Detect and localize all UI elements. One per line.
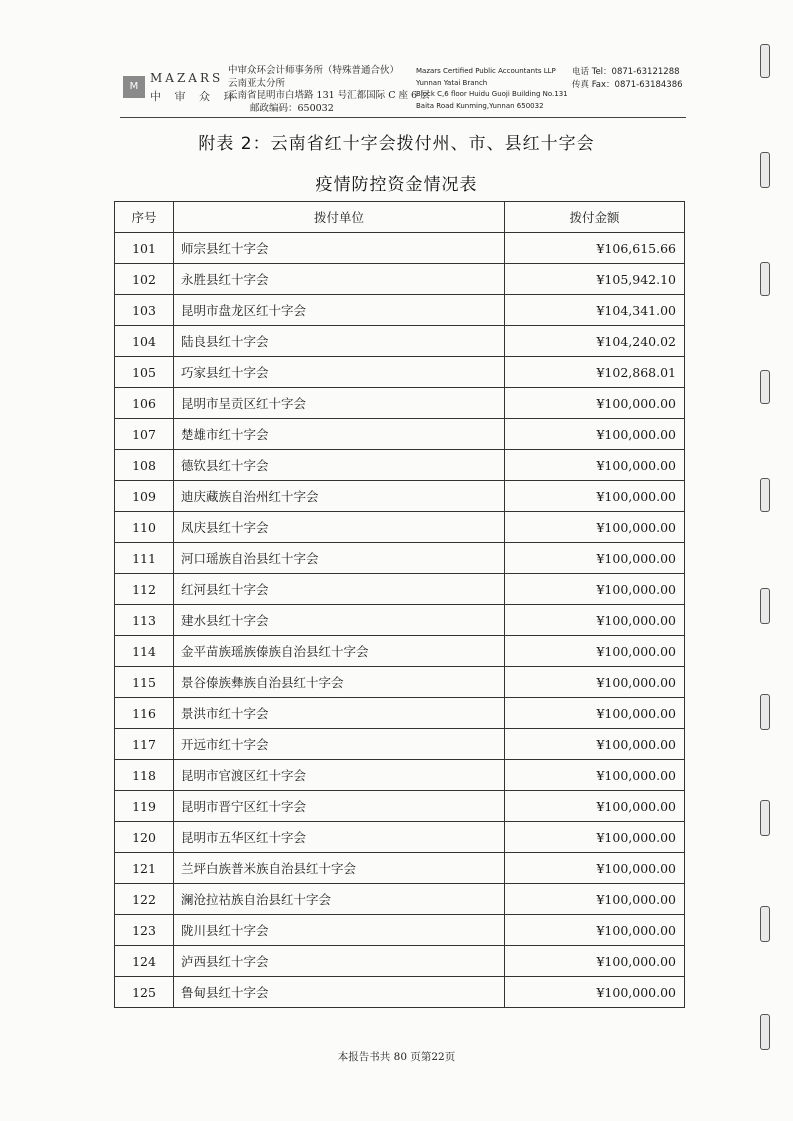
table-row [115, 450, 685, 481]
row-amount: ¥100,000.00 [505, 419, 685, 450]
table-row [115, 605, 685, 636]
row-seq: 110 [115, 512, 174, 543]
row-seq: 109 [115, 481, 174, 512]
row-unit-name: 金平苗族瑶族傣族自治县红十字会 [174, 636, 505, 667]
row-amount: ¥100,000.00 [505, 760, 685, 791]
row-amount: ¥105,942.10 [505, 264, 685, 295]
header-amount: 拨付金额 [505, 202, 685, 233]
row-unit-name: 泸西县红十字会 [174, 946, 505, 977]
row-seq: 102 [115, 264, 174, 295]
mazars-logo-icon: M [123, 76, 145, 98]
row-amount: ¥100,000.00 [505, 822, 685, 853]
table-row [115, 760, 685, 791]
table-row [115, 357, 685, 388]
table-row [115, 729, 685, 760]
row-seq: 105 [115, 357, 174, 388]
row-seq: 122 [115, 884, 174, 915]
table-row [115, 915, 685, 946]
table-row [115, 326, 685, 357]
binder-hole-mark [760, 800, 770, 836]
row-seq: 124 [115, 946, 174, 977]
row-seq: 101 [115, 233, 174, 264]
row-amount: ¥100,000.00 [505, 388, 685, 419]
row-unit-name: 景谷傣族彝族自治县红十字会 [174, 667, 505, 698]
table-row [115, 481, 685, 512]
row-amount: ¥100,000.00 [505, 884, 685, 915]
table-row [115, 946, 685, 977]
table-row [115, 512, 685, 543]
row-amount: ¥100,000.00 [505, 636, 685, 667]
row-unit-name: 永胜县红十字会 [174, 264, 505, 295]
letterhead-cn-line: 云南亚太分所 [228, 77, 286, 89]
row-seq: 117 [115, 729, 174, 760]
row-amount: ¥100,000.00 [505, 605, 685, 636]
row-seq: 116 [115, 698, 174, 729]
row-seq: 118 [115, 760, 174, 791]
letterhead-cn-line: 云南省昆明市白塔路 131 号汇都国际 C 座 6 层 [228, 90, 430, 101]
row-unit-name: 德钦县红十字会 [174, 450, 505, 481]
logo-chinese-name: 中 审 众 环 [150, 90, 240, 103]
row-unit-name: 河口瑶族自治县红十字会 [174, 543, 505, 574]
binder-hole-mark [760, 588, 770, 624]
table-row [115, 295, 685, 326]
table-row [115, 264, 685, 295]
binder-hole-mark [760, 694, 770, 730]
row-unit-name: 红河县红十字会 [174, 574, 505, 605]
binder-hole-mark [760, 478, 770, 512]
row-seq: 107 [115, 419, 174, 450]
table-row [115, 698, 685, 729]
table-row [115, 574, 685, 605]
table-row [115, 543, 685, 574]
document-subtitle: 疫情防控资金情况表 [315, 175, 478, 195]
row-unit-name: 兰坪白族普米族自治县红十字会 [174, 853, 505, 884]
row-unit-name: 师宗县红十字会 [174, 233, 505, 264]
row-unit-name: 建水县红十字会 [174, 605, 505, 636]
row-amount: ¥104,240.02 [505, 326, 685, 357]
row-seq: 114 [115, 636, 174, 667]
row-seq: 103 [115, 295, 174, 326]
table-row [115, 977, 685, 1008]
row-unit-name: 昆明市晋宁区红十字会 [174, 791, 505, 822]
row-amount: ¥100,000.00 [505, 450, 685, 481]
row-seq: 120 [115, 822, 174, 853]
letterhead-en-line: Mazars Certified Public Accountants LLP [416, 67, 556, 75]
row-unit-name: 景洪市红十字会 [174, 698, 505, 729]
row-unit-name: 昆明市呈贡区红十字会 [174, 388, 505, 419]
table-header-row [115, 202, 685, 233]
row-unit-name: 昆明市盘龙区红十字会 [174, 295, 505, 326]
binder-hole-mark [760, 152, 770, 188]
row-unit-name: 巧家县红十字会 [174, 357, 505, 388]
table-row [115, 884, 685, 915]
table-row [115, 853, 685, 884]
row-amount: ¥100,000.00 [505, 574, 685, 605]
letterhead-divider [120, 117, 686, 118]
row-unit-name: 凤庆县红十字会 [174, 512, 505, 543]
row-unit-name: 陆良县红十字会 [174, 326, 505, 357]
row-amount: ¥104,341.00 [505, 295, 685, 326]
row-amount: ¥100,000.00 [505, 729, 685, 760]
row-unit-name: 鲁甸县红十字会 [174, 977, 505, 1008]
row-unit-name: 楚雄市红十字会 [174, 419, 505, 450]
letterhead-english-address [416, 66, 568, 112]
letterhead-chinese-address [228, 65, 430, 115]
row-amount: ¥100,000.00 [505, 915, 685, 946]
header-unit: 拨付单位 [174, 202, 505, 233]
row-unit-name: 陇川县红十字会 [174, 915, 505, 946]
binder-hole-mark [760, 262, 770, 296]
letterhead [120, 62, 683, 118]
row-unit-name: 澜沧拉祜族自治县红十字会 [174, 884, 505, 915]
row-amount: ¥100,000.00 [505, 853, 685, 884]
table-row [115, 822, 685, 853]
row-unit-name: 昆明市五华区红十字会 [174, 822, 505, 853]
row-unit-name: 昆明市官渡区红十字会 [174, 760, 505, 791]
fax-number: 传真 Fax：0871-63184386 [572, 80, 683, 90]
row-amount: ¥102,868.01 [505, 357, 685, 388]
row-amount: ¥100,000.00 [505, 543, 685, 574]
row-seq: 112 [115, 574, 174, 605]
page-footer: 本报告书共 80 页第22页 [337, 1051, 456, 1063]
table-row [115, 636, 685, 667]
row-amount: ¥100,000.00 [505, 667, 685, 698]
row-unit-name: 开远市红十字会 [174, 729, 505, 760]
row-seq: 115 [115, 667, 174, 698]
row-seq: 106 [115, 388, 174, 419]
table-row [115, 791, 685, 822]
header-seq: 序号 [115, 202, 174, 233]
row-seq: 119 [115, 791, 174, 822]
row-amount: ¥100,000.00 [505, 512, 685, 543]
binder-hole-mark [760, 906, 770, 942]
row-amount: ¥100,000.00 [505, 977, 685, 1008]
row-seq: 108 [115, 450, 174, 481]
row-amount: ¥100,000.00 [505, 946, 685, 977]
row-amount: ¥100,000.00 [505, 698, 685, 729]
row-seq: 123 [115, 915, 174, 946]
row-seq: 113 [115, 605, 174, 636]
letterhead-contact [572, 66, 683, 92]
logo-wordmark: MAZARS [150, 71, 224, 85]
table-row [115, 667, 685, 698]
document-title: 附表 2：云南省红十字会拨付州、市、县红十字会 [198, 134, 595, 154]
letterhead-en-line: Block C,6 floor Huidu Guoji Building No.131 [416, 90, 568, 98]
row-seq: 104 [115, 326, 174, 357]
phone-number: 电话 Tel：0871-63121288 [572, 67, 680, 77]
letterhead-cn-line: 中审众环会计师事务所（特殊普通合伙） [228, 65, 400, 76]
binder-hole-mark [760, 370, 770, 404]
table-row [115, 233, 685, 264]
table-row [115, 388, 685, 419]
table-row [115, 419, 685, 450]
allocation-table [114, 201, 685, 1008]
row-unit-name: 迪庆藏族自治州红十字会 [174, 481, 505, 512]
letterhead-en-line: Baita Road Kunming,Yunnan 650032 [416, 101, 544, 110]
row-seq: 121 [115, 853, 174, 884]
binder-hole-mark [760, 44, 770, 78]
letterhead-en-line: Yunnan Yatai Branch [416, 78, 488, 87]
letterhead-cn-line: 邮政编码：650032 [250, 102, 334, 114]
row-amount: ¥106,615.66 [505, 233, 685, 264]
row-amount: ¥100,000.00 [505, 791, 685, 822]
row-seq: 125 [115, 977, 174, 1008]
row-amount: ¥100,000.00 [505, 481, 685, 512]
binder-hole-mark [760, 1014, 770, 1050]
row-seq: 111 [115, 543, 174, 574]
